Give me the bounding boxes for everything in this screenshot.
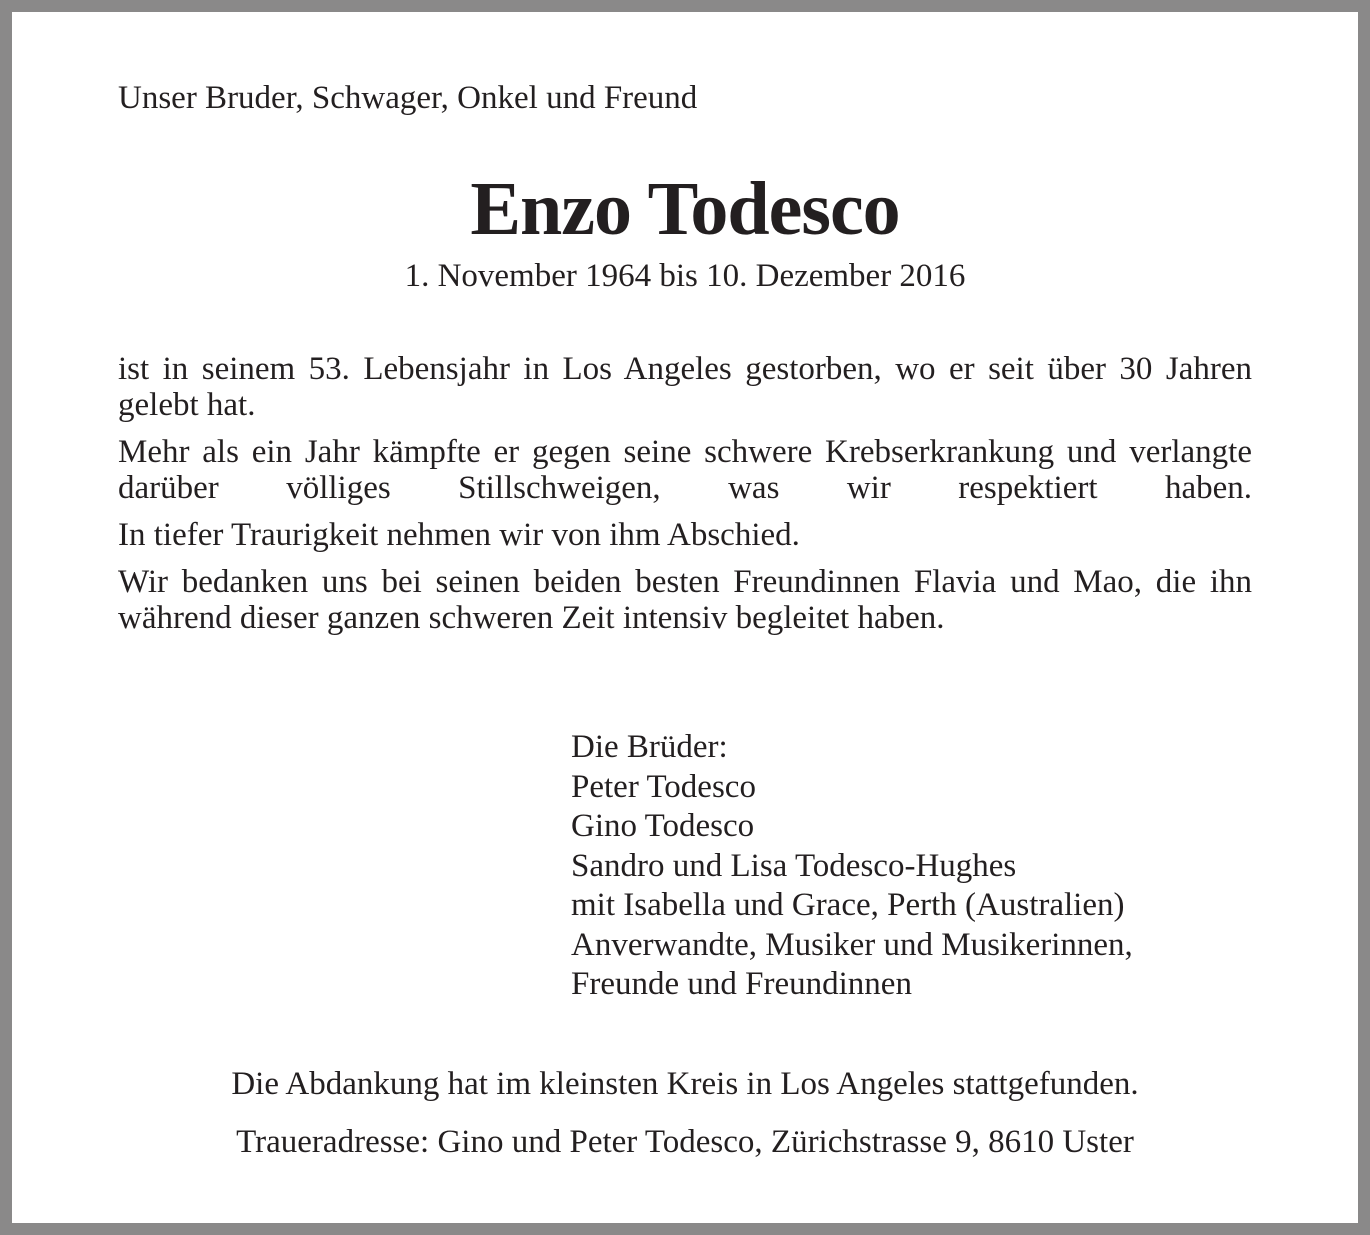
signers-heading: Die Brüder:: [571, 729, 728, 765]
obituary-notice: [12, 12, 1358, 1223]
obituary-body: [118, 351, 1252, 647]
paragraph-thanks: Wir bedanken uns bei seinen beiden besten Freundinnen Flavia und Mao, die ihn während dieser ganzen schweren Zeit intensiv begleitet haben.: [118, 564, 1252, 636]
signer: Peter Todesco: [571, 768, 756, 805]
life-dates: 1. November 1964 bis 10. Dezember 2016: [404, 258, 966, 294]
signer: Freunde und Freundinnen: [571, 966, 912, 1002]
signer: Sandro und Lisa Todesco-Hughes: [571, 847, 1017, 884]
paragraph-death: ist in seinem 53. Lebensjahr in Los Angeles gestorben, wo er seit über 30 Jahren gelebt hat.: [118, 351, 1252, 423]
paragraph-farewell: In tiefer Traurigkeit nehmen wir von ihm Abschied.: [118, 517, 800, 553]
signer: Anverwandte, Musiker und Musikerinnen,: [571, 926, 1133, 963]
paragraph-illness: Mehr als ein Jahr kämpfte er gegen seine schwere Krebserkrankung und verlangte darüber völliges Stillschweigen, was wir respektiert haben.: [118, 434, 1252, 506]
condolence-address: Traueradresse: Gino und Peter Todesco, Zürichstrasse 9, 8610 Uster: [236, 1124, 1134, 1160]
signer: mit Isabella und Grace, Perth (Australien): [571, 887, 1125, 923]
deceased-name: Enzo Todesco: [470, 167, 900, 251]
signer: Gino Todesco: [571, 808, 755, 844]
ceremony-note: Die Abdankung hat im kleinsten Kreis in Los Angeles stattgefunden.: [231, 1066, 1139, 1102]
intro-line: Unser Bruder, Schwager, Onkel und Freund: [118, 80, 698, 116]
signers-list: [571, 728, 1133, 1005]
